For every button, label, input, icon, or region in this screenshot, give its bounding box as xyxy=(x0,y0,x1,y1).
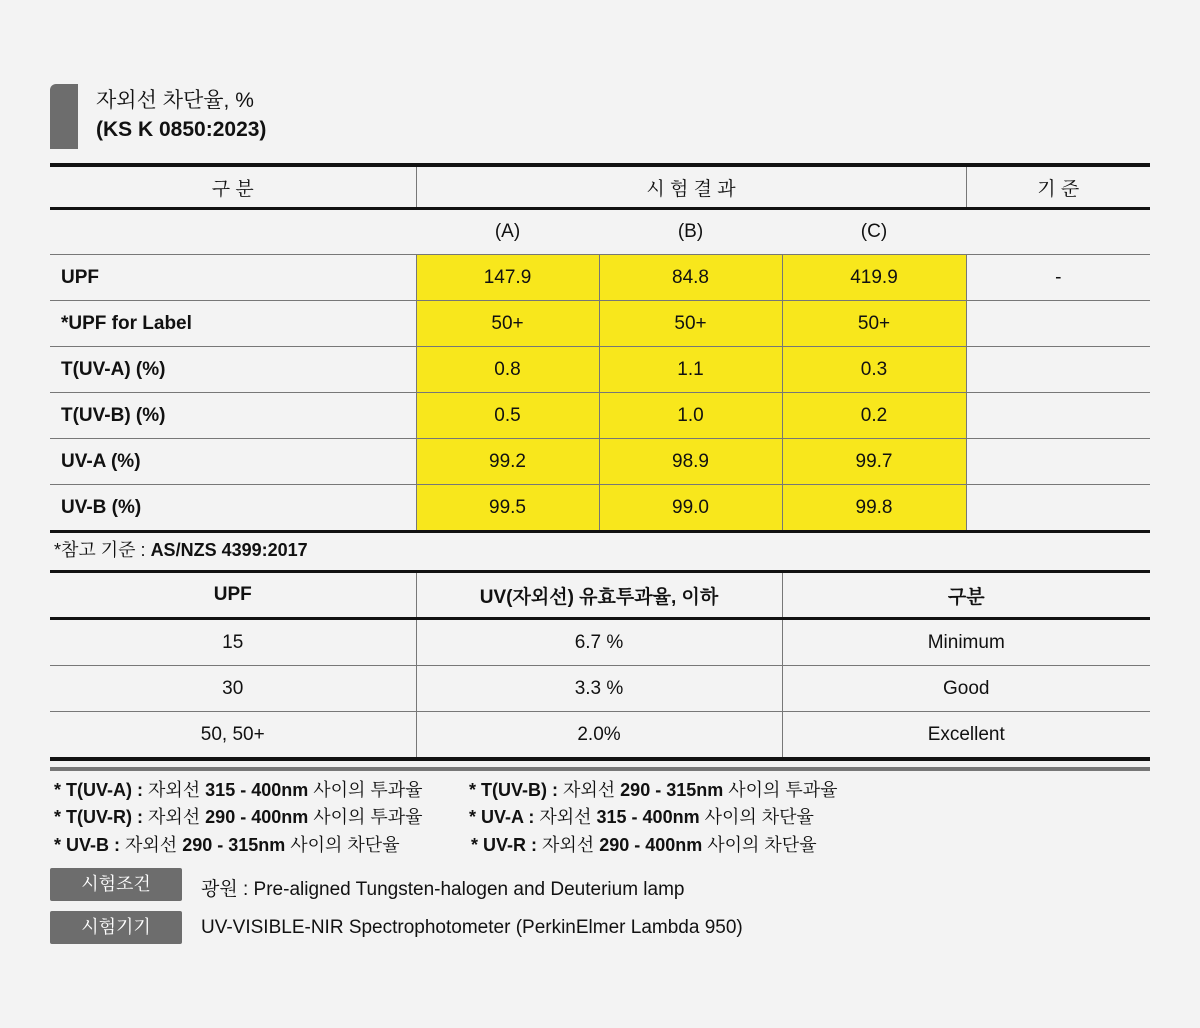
value-cell: 50+ xyxy=(416,301,599,347)
upf-cell: 50, 50+ xyxy=(50,712,416,760)
page-subtitle: (KS K 0850:2023) xyxy=(96,118,267,141)
transmittance-cell: 3.3 % xyxy=(416,666,782,712)
test-conditions-text: 광원 : Pre-aligned Tungsten-halogen and Deuterium lamp xyxy=(201,879,685,900)
sample-a-header: (A) xyxy=(494,221,521,242)
value-cell: 0.3 xyxy=(782,347,966,393)
header-uv-transmittance: UV(자외선) 유효투과율, 이하 xyxy=(416,572,782,619)
standard-cell xyxy=(966,301,1150,347)
title-accent-bar xyxy=(50,84,78,149)
header-standard: 기 준 xyxy=(966,165,1150,209)
reference-prefix: *참고 기준 : xyxy=(54,540,151,560)
row-label: *UPF for Label xyxy=(50,301,416,347)
transmittance-cell: 2.0% xyxy=(416,712,782,760)
row-label: UV-A (%) xyxy=(50,439,416,485)
value-cell: 147.9 xyxy=(416,255,599,301)
standard-cell xyxy=(966,439,1150,485)
note-uvb: * UV-B : 자외선 290 - 315nm 사이의 차단율 xyxy=(54,835,400,855)
sample-c-header: (C) xyxy=(860,221,888,242)
table-row xyxy=(50,439,1150,485)
row-label: T(UV-A) (%) xyxy=(50,347,416,393)
table-row xyxy=(50,347,1150,393)
table-row xyxy=(50,485,1150,532)
value-cell: 84.8 xyxy=(599,255,782,301)
value-cell: 98.9 xyxy=(599,439,782,485)
standard-cell: - xyxy=(966,255,1150,301)
header-upf: UPF xyxy=(50,572,416,619)
value-cell: 0.5 xyxy=(416,393,599,439)
standard-cell xyxy=(966,347,1150,393)
table-header-row xyxy=(50,572,1150,619)
test-equipment-label: 시험기기 xyxy=(50,911,182,944)
row-label: UV-B (%) xyxy=(50,485,416,532)
value-cell: 0.8 xyxy=(416,347,599,393)
note-t-uvr: * T(UV-R) : 자외선 290 - 400nm 사이의 투과율 xyxy=(54,807,423,827)
test-equipment-text: UV-VISIBLE-NIR Spectrophotometer (PerkinElmer Lambda 950) xyxy=(201,917,743,938)
value-cell: 50+ xyxy=(599,301,782,347)
table-row xyxy=(50,619,1150,666)
test-conditions-label: 시험조건 xyxy=(50,868,182,901)
value-cell: 99.2 xyxy=(416,439,599,485)
row-label: UPF xyxy=(50,255,416,301)
row-label: T(UV-B) (%) xyxy=(50,393,416,439)
page-title: 자외선 차단율, % xyxy=(96,89,254,112)
table-row xyxy=(50,255,1150,301)
note-uvr: * UV-R : 자외선 290 - 400nm 사이의 차단율 xyxy=(471,835,817,855)
header-category: 구 분 xyxy=(50,165,416,209)
note-t-uva: * T(UV-A) : 자외선 315 - 400nm 사이의 투과율 xyxy=(54,780,423,800)
header-class: 구분 xyxy=(782,572,1150,619)
class-cell: Excellent xyxy=(782,712,1150,760)
value-cell: 1.0 xyxy=(599,393,782,439)
class-cell: Minimum xyxy=(782,619,1150,666)
standard-cell xyxy=(966,393,1150,439)
table-row xyxy=(50,301,1150,347)
upf-cell: 30 xyxy=(50,666,416,712)
reference-value: AS/NZS 4399:2017 xyxy=(150,540,308,560)
value-cell: 99.0 xyxy=(599,485,782,532)
sample-header-row xyxy=(50,209,1150,255)
table-header-row xyxy=(50,165,1150,209)
note-uva: * UV-A : 자외선 315 - 400nm 사이의 차단율 xyxy=(469,807,814,827)
table-row xyxy=(50,712,1150,760)
section-divider xyxy=(50,767,1150,771)
value-cell: 1.1 xyxy=(599,347,782,393)
value-cell: 99.8 xyxy=(782,485,966,532)
upf-classification-table xyxy=(50,570,1150,761)
sample-b-header: (B) xyxy=(677,221,704,242)
upf-cell: 15 xyxy=(222,631,244,653)
header-results: 시 험 결 과 xyxy=(416,165,966,209)
class-cell: Good xyxy=(782,666,1150,712)
test-results-table xyxy=(50,163,1150,533)
table-row xyxy=(50,666,1150,712)
value-cell: 0.2 xyxy=(782,393,966,439)
value-cell: 99.7 xyxy=(782,439,966,485)
value-cell: 50+ xyxy=(782,301,966,347)
value-cell: 419.9 xyxy=(782,255,966,301)
note-t-uvb: * T(UV-B) : 자외선 290 - 315nm 사이의 투과율 xyxy=(469,780,838,800)
table-row xyxy=(50,393,1150,439)
reference-standard-note xyxy=(54,536,308,562)
transmittance-cell: 6.7 % xyxy=(416,619,782,666)
value-cell: 99.5 xyxy=(416,485,599,532)
standard-cell xyxy=(966,485,1150,532)
